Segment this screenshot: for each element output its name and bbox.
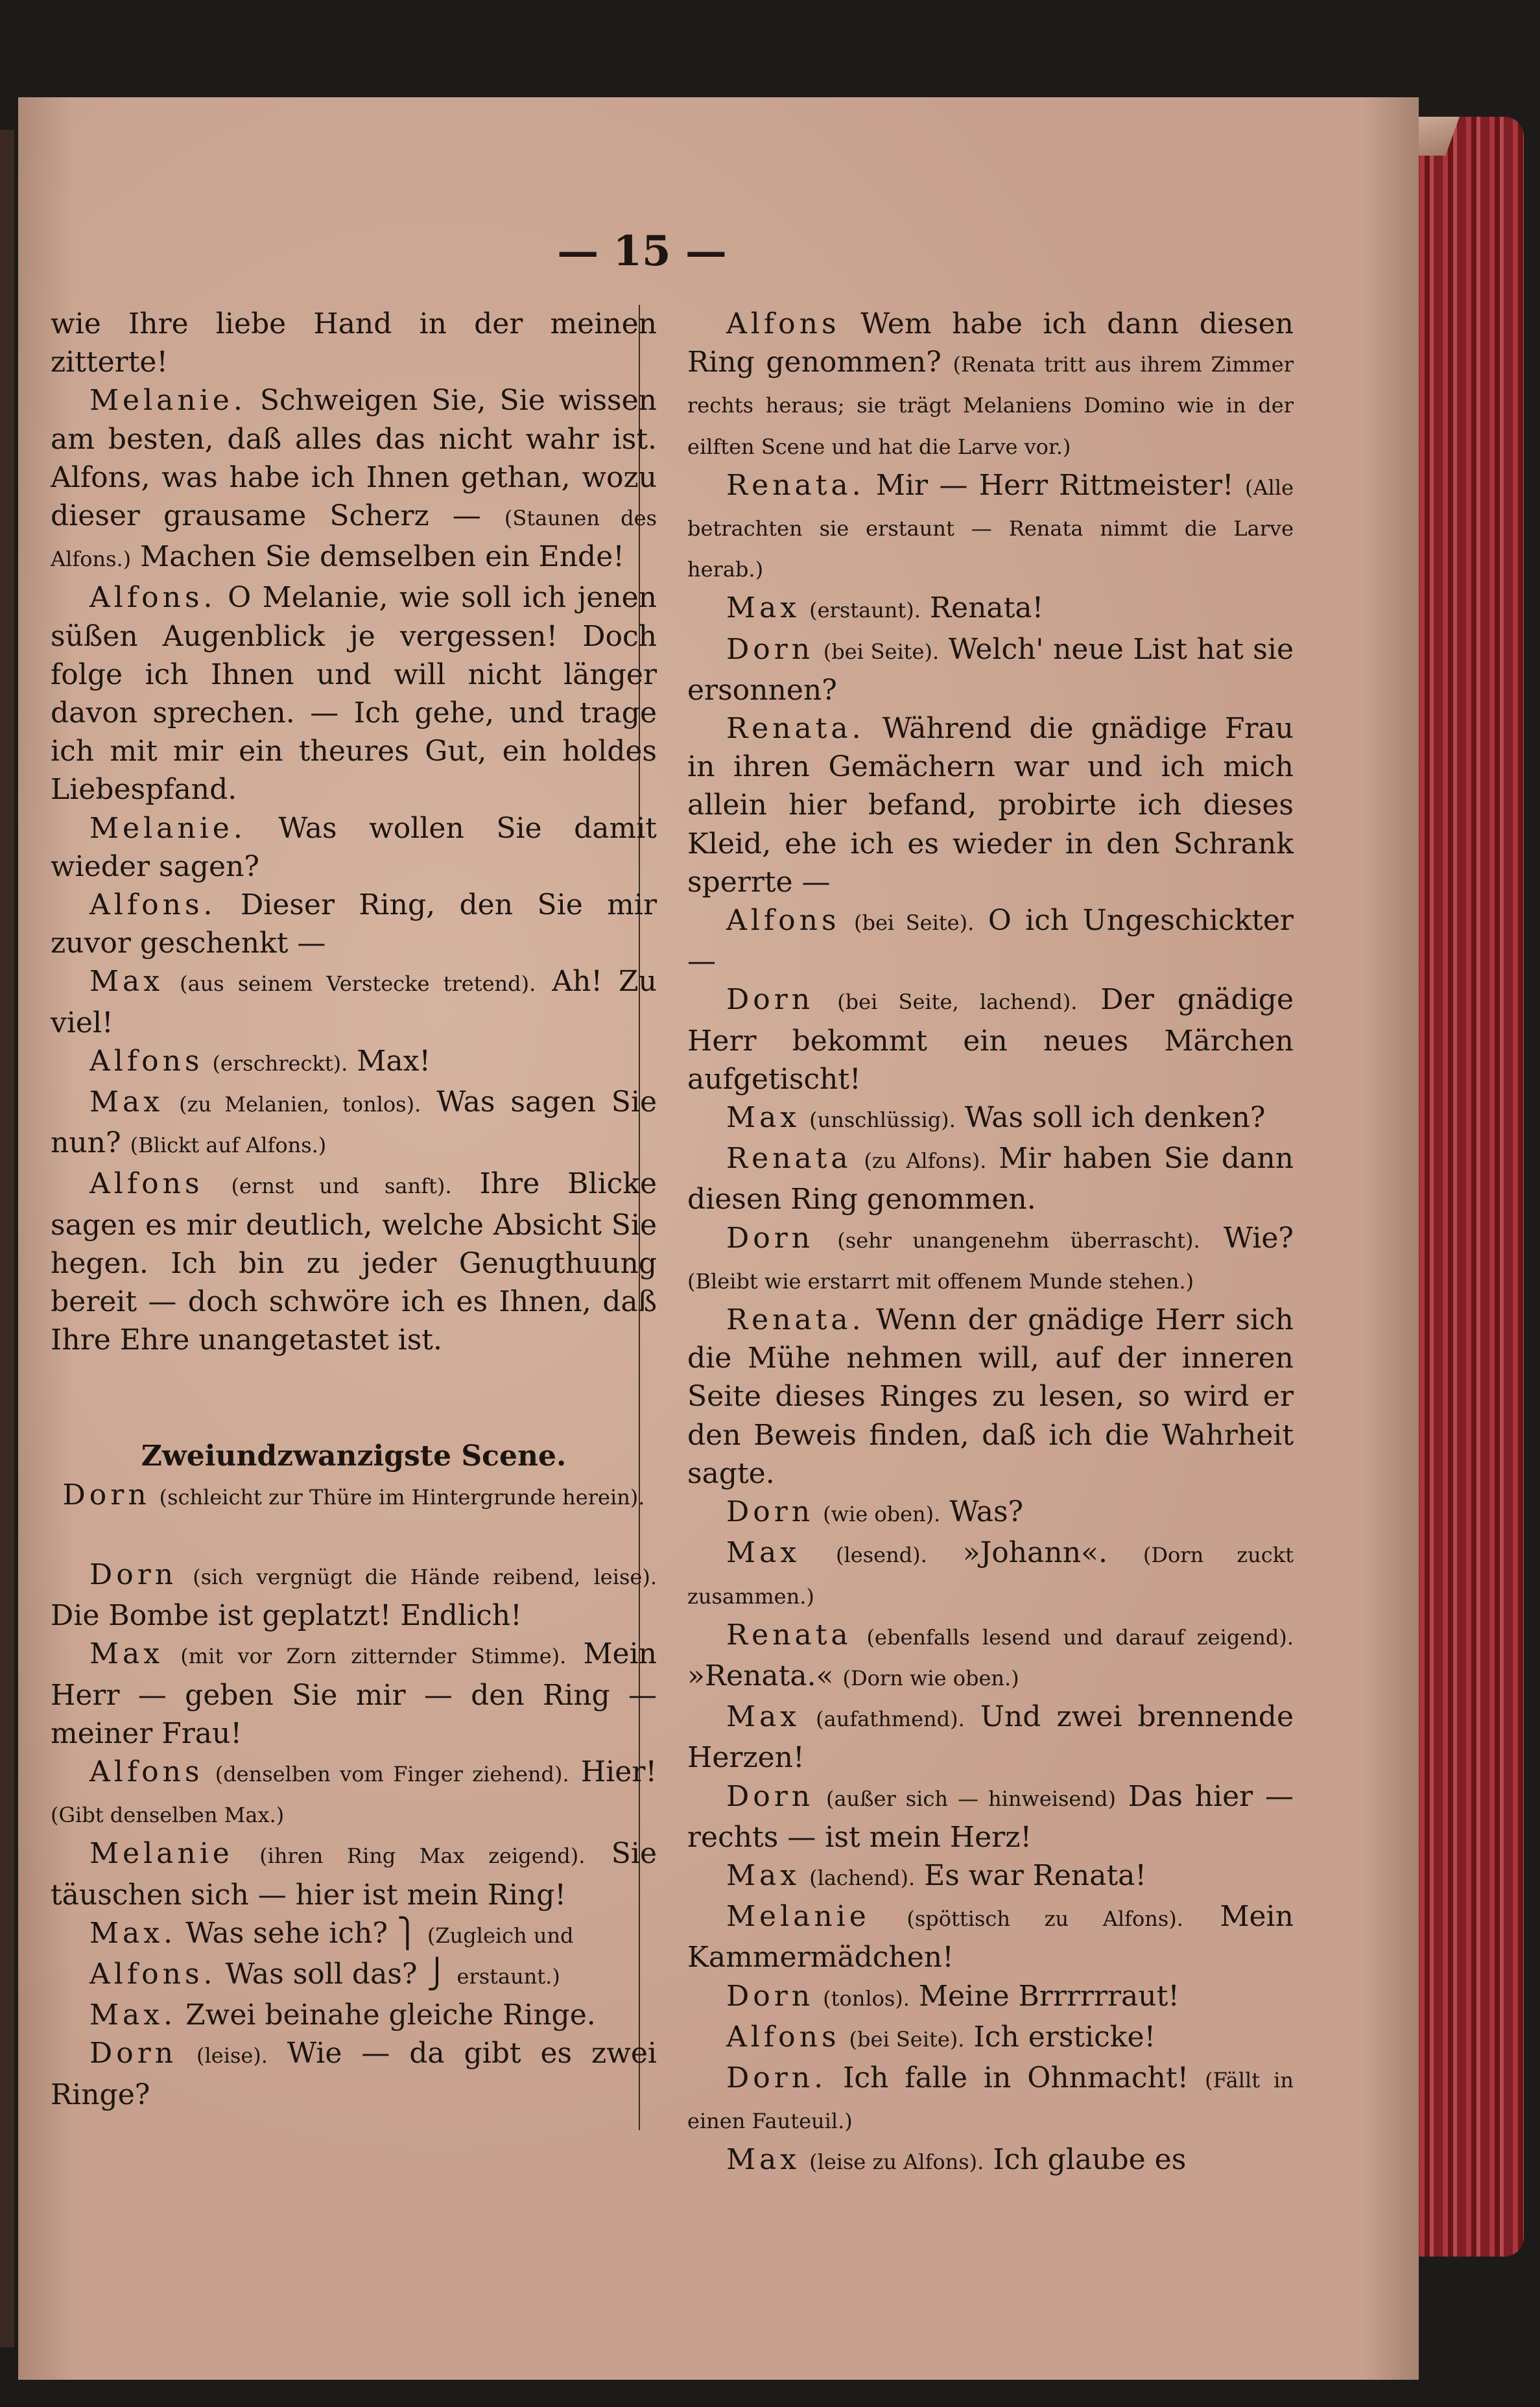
paragraph: Alfons. Dieser Ring, den Sie mir zuvor geschenkt — — [51, 888, 657, 960]
paragraph: Max (lesend). »Johann«. (Dorn zuckt zusammen.) — [687, 1536, 1294, 1609]
paragraph: wie Ihre liebe Hand in der meinen zitterte! — [51, 307, 657, 379]
paragraph: Max (erstaunt). Renata! — [726, 591, 1044, 625]
paragraph: Renata. Während die gnädige Frau in ihren Gemächern war und ich mich allein hier befand, probirte ich dieses Kleid, ehe ich es wieder in den Schrank sperrte — — [687, 712, 1294, 899]
paragraph: Max (mit vor Zorn zitternder Stimme). Mein Herr — geben Sie mir — den Ring — meiner Frau! — [51, 1637, 657, 1750]
paragraph: Max. Was sehe ich? ⎫ (Zugleich und — [89, 1916, 574, 1950]
paragraph: Max (aus seinem Verstecke tretend). Ah! Zu viel! — [51, 965, 657, 1039]
paragraph: Alfons (ernst und sanft). Ihre Blicke sagen es mir deutlich, welche Absicht Sie hegen. Ich bin zu jeder Genugthuung bereit — doch schwöre ich es Ihnen, daß Ihre Ehre unangetastet ist. — [51, 1167, 657, 1357]
paragraph: Melanie. Was wollen Sie damit wieder sagen? — [51, 811, 657, 883]
paragraph: Alfons (bei Seite). O ich Ungeschickter — — [687, 904, 1294, 978]
paragraph: Dorn (bei Seite). Welch' neue List hat sie ersonnen? — [687, 632, 1294, 707]
paragraph: Dorn (sehr unangenehm überrascht). Wie? (Bleibt wie erstarrt mit offenem Munde stehen.) — [687, 1221, 1294, 1294]
paragraph: Dorn (außer sich — hinweisend) Das hier — rechts — ist mein Herz! — [687, 1779, 1294, 1854]
right-column — [687, 305, 1294, 2182]
paragraph: Renata (zu Alfons). Mir haben Sie dann diesen Ring genommen. — [687, 1142, 1294, 1216]
paragraph: Alfons. Was soll das? ⎭ erstaunt.) — [89, 1957, 560, 1991]
book-page-edges — [1410, 117, 1524, 2257]
paragraph: Renata (ebenfalls lesend und darauf zeigend). »Renata.« (Dorn wie oben.) — [687, 1618, 1294, 1692]
book-spine-shadow — [0, 130, 14, 2347]
paragraph: Dorn (wie oben). Was? — [726, 1495, 1024, 1529]
paragraph: Melanie. Schweigen Sie, Sie wissen am besten, daß alles das nicht wahr ist. Alfons, was habe ich Ihnen gethan, wozu dieser grausame Scherz — (Staunen des Alfons.) Machen Sie demselben ein Ende! — [51, 384, 657, 574]
paragraph: Alfons (denselben vom Finger ziehend). Hier! (Gibt denselben Max.) — [51, 1755, 657, 1828]
paragraph: Max (zu Melanien, tonlos). Was sagen Sie nun? (Blickt auf Alfons.) — [51, 1085, 657, 1160]
paragraph: Max. Zwei beinahe gleiche Ringe. — [89, 1998, 596, 2032]
paragraph: Alfons. O Melanie, wie soll ich jenen süßen Augenblick je vergessen! Doch folge ich Ihnen und will nicht länger davon sprechen. — Ich gehe, und trage ich mit mir ein theures Gut, ein holdes Liebespfand. — [51, 581, 657, 807]
paragraph: Max (lachend). Es war Renata! — [726, 1858, 1147, 1892]
paragraph: Dorn (leise). Wie — da gibt es zwei Ringe? — [51, 2037, 657, 2111]
scene-title: Zweiundzwanzigste Scene. — [141, 1440, 567, 1473]
paragraph: Dorn. Ich falle in Ohnmacht! (Fällt in einen Fauteuil.) — [687, 2061, 1294, 2134]
paragraph: Melanie (spöttisch zu Alfons). Mein Kammermädchen! — [687, 1900, 1294, 1974]
paragraph: Alfons (erschreckt). Max! — [89, 1044, 431, 1078]
paragraph: Alfons Wem habe ich dann diesen Ring genommen? (Renata tritt aus ihrem Zimmer rechts heraus; sie trägt Melaniens Domino wie in der eilften Scene und hat die Larve vor.) — [687, 307, 1294, 459]
paragraph: Dorn (sich vergnügt die Hände reibend, leise). Die Bombe ist geplatzt! Endlich! — [51, 1558, 657, 1633]
page-number: — 15 — — [557, 227, 727, 276]
paragraph: Max (aufathmend). Und zwei brennende Herzen! — [687, 1700, 1294, 1775]
paragraph: Renata. Mir — Herr Rittmeister! (Alle betrachten sie erstaunt — Renata nimmt die Larve herab.) — [687, 468, 1294, 582]
paragraph: Melanie (ihren Ring Max zeigend). Sie täuschen sich — hier ist mein Ring! — [51, 1837, 657, 1912]
stage-direction: Dorn (schleicht zur Thüre im Hintergrunde herein). — [62, 1478, 645, 1512]
paragraph: Renata. Wenn der gnädige Herr sich die Mühe nehmen will, auf der inneren Seite dieses Ringes zu lesen, so wird er den Beweis finden, daß ich die Wahrheit sagte. — [687, 1303, 1294, 1490]
paragraph: Alfons (bei Seite). Ich ersticke! — [726, 2020, 1156, 2054]
left-column — [51, 305, 657, 2114]
paragraph: Dorn (bei Seite, lachend). Der gnädige Herr bekommt ein neues Märchen aufgetischt! — [687, 983, 1294, 1096]
paragraph: Max (leise zu Alfons). Ich glaube es — [726, 2143, 1187, 2177]
paragraph: Max (unschlüssig). Was soll ich denken? — [726, 1101, 1266, 1135]
paragraph: Dorn (tonlos). Meine Brrrrrraut! — [726, 1979, 1179, 2013]
